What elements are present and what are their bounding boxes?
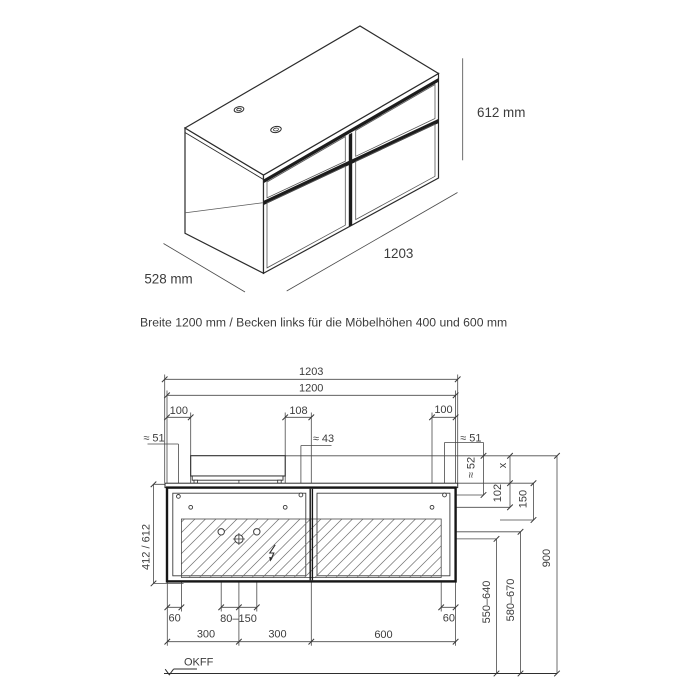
- iso-width-label: 1203: [383, 246, 414, 261]
- dim-offset-right: 100: [434, 404, 453, 416]
- iso-height-label: 612 mm: [477, 105, 526, 120]
- dim-approx-right: ≈ 51: [460, 432, 482, 445]
- iso-view: [144, 26, 525, 292]
- dim-segment-1: 300: [196, 628, 216, 641]
- dim-offset-middle: 108: [289, 405, 308, 417]
- dim-approx-middle: ≈ 43: [312, 433, 335, 445]
- dim-supply-height: 580–670: [505, 578, 517, 622]
- floor-label: OKFF: [184, 656, 214, 669]
- dim-overall-width: 1203: [298, 366, 324, 378]
- dim-segment-3: 600: [374, 629, 393, 641]
- installation-zone-hatch: [181, 519, 441, 578]
- dim-102: 102: [492, 483, 504, 503]
- caption-text: Breite 1200 mm / Becken links für die Möbelhöhen 400 und 600 mm: [140, 315, 508, 330]
- iso-vertical-gap-band: [349, 133, 352, 227]
- dim-cabinet-height: 412 / 612: [140, 524, 153, 570]
- dim-approx-vertical: ≈ 52: [465, 456, 478, 479]
- iso-depth-label: 528 mm: [144, 271, 193, 287]
- dim-variable-x: x: [497, 462, 509, 469]
- washbasin: [191, 456, 286, 484]
- water-supply-icon: [254, 529, 260, 535]
- dim-edge-left: 60: [168, 612, 181, 625]
- dim-drain-height: 550–640: [481, 580, 493, 624]
- water-supply-icon: [218, 529, 224, 535]
- front-view: [141, 366, 560, 676]
- dim-segment-2: 300: [268, 628, 287, 641]
- dim-mount-height: 900: [541, 548, 553, 568]
- dim-tap-spacing: 80–150: [220, 613, 257, 625]
- dim-offset-left: 100: [169, 405, 188, 417]
- dim-edge-right: 60: [442, 612, 456, 625]
- dim-body-width: 1200: [298, 382, 324, 395]
- dim-approx-left: ≈ 51: [143, 432, 165, 445]
- dim-150: 150: [517, 489, 530, 509]
